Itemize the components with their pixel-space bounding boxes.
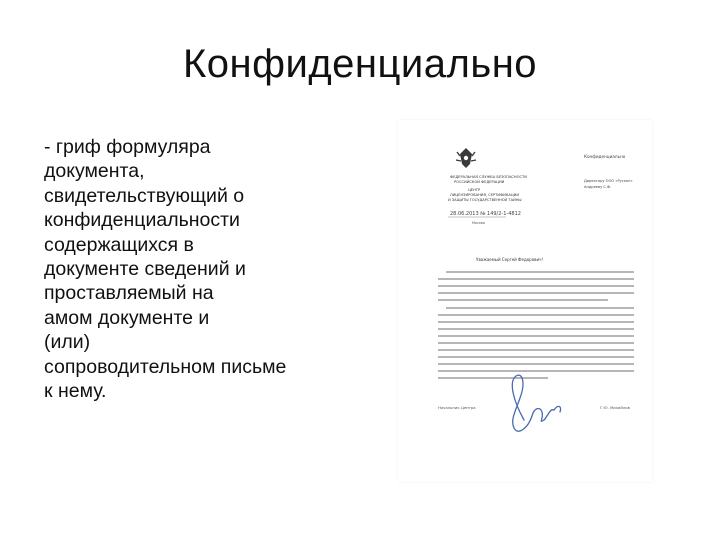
sender-line: РОССИЙСКОЙ ФЕДЕРАЦИИ [454,180,505,184]
definition-line: сопроводительном письме [44,355,287,378]
definition-line: свидетельствующий о [44,184,245,207]
sender-line: ЛИЦЕНЗИРОВАНИЯ, СЕРТИФИКАЦИИ [450,193,520,197]
definition-line: к нему. [44,380,107,403]
letter-salutation: Уважаемый Сергей Федорович! [476,257,544,262]
sender-line: ФЕДЕРАЛЬНАЯ СЛУЖБА БЕЗОПАСНОСТИ [450,175,527,179]
definition-line: конфиденциальности [44,209,240,232]
definition-line: документе сведений и [44,258,246,281]
letter-date: 28.06.2013 № 149/2-1-4812 [450,211,521,217]
recipient-line: Андрееву С.Ф. [584,185,612,189]
definition-line: амом документе и [44,306,210,329]
letter-place: Москва [472,221,485,225]
sender-line: И ЗАЩИТЫ ГОСУДАРСТВЕННОЙ ТАЙНЫ [448,198,522,202]
signer-position: Начальник Центра [438,405,476,410]
confidential-stamp: Конфиденциально [584,154,626,159]
recipient-line: Директору ООО «Рускон» [584,179,633,183]
definition-line: содержащихся в [44,233,194,256]
definition-line: проставляемый на [44,282,214,305]
definition-line: (или) [44,331,91,354]
definition-text [44,135,364,403]
slide-title: Конфиденциально [182,42,538,86]
definition-line: документа, [44,160,145,183]
sender-line: ЦЕНТР [468,188,481,192]
confidential-letter-image [398,120,652,482]
signer-name: Г.Ю. Михайлов [600,405,630,410]
definition-line: - гриф формуляра [44,136,211,158]
